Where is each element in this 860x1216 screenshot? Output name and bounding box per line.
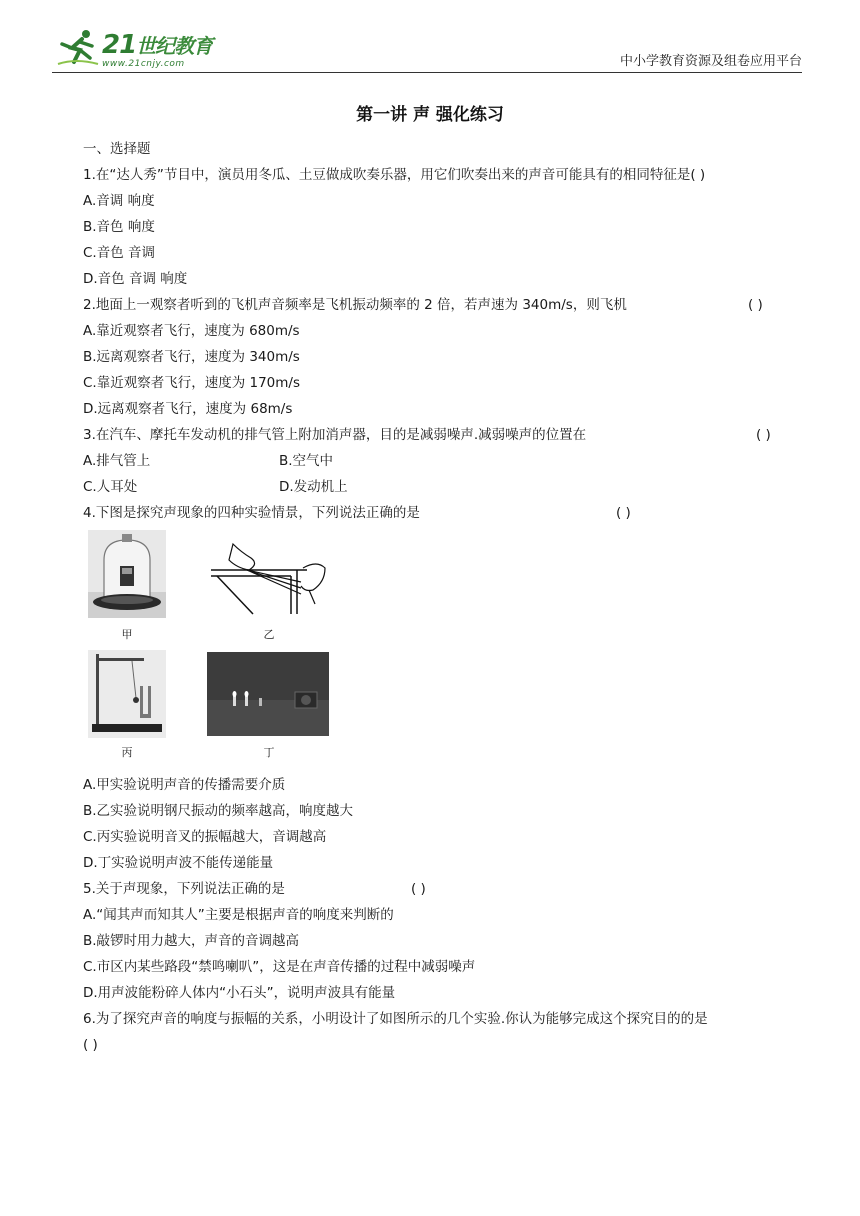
option[interactable]: D.音色 音调 响度 <box>83 271 188 287</box>
question-stem <box>83 500 803 526</box>
figure-caption: 甲 <box>121 628 133 641</box>
question-stem: 1.在“达人秀”节目中，演员用冬瓜、土豆做成吹奏乐器，用它们吹奏出来的声音可能具有的相同特征是( ) <box>83 167 706 183</box>
tuning-fork-image <box>88 650 166 738</box>
option[interactable]: C.人耳处 <box>83 479 138 495</box>
figure-caption: 丙 <box>121 746 133 759</box>
option-row <box>83 474 803 500</box>
option[interactable]: C.市区内某些路段“禁鸣喇叭”，这是在声音传播的过程中减弱噪声 <box>83 959 476 975</box>
logo-number: 21 <box>102 30 137 60</box>
question-stem <box>83 422 803 448</box>
bell-jar-image <box>88 530 166 618</box>
question-text: 5.关于声现象，下列说法正确的是 <box>83 881 285 897</box>
option[interactable]: D.发动机上 <box>279 479 348 495</box>
answer-paren: ( ) <box>748 297 763 313</box>
header-divider <box>52 72 802 73</box>
option[interactable]: A.甲实验说明声音的传播需要介质 <box>83 777 286 793</box>
figure-caption: 乙 <box>263 628 275 641</box>
option[interactable]: A.“闻其声而知其人”主要是根据声音的响度来判断的 <box>83 907 394 923</box>
answer-paren: ( ) <box>616 505 631 521</box>
option[interactable]: A.靠近观察者飞行，速度为 680m/s <box>83 323 300 339</box>
option[interactable]: B.空气中 <box>279 453 334 469</box>
option[interactable]: B.音色 响度 <box>83 219 155 235</box>
option[interactable]: A.排气管上 <box>83 453 151 469</box>
option[interactable]: C.丙实验说明音叉的振幅越大，音调越高 <box>83 829 327 845</box>
candle-speaker-image <box>207 652 329 736</box>
question-list <box>83 136 803 1058</box>
option[interactable]: B.乙实验说明钢尺振动的频率越高，响度越大 <box>83 803 354 819</box>
option[interactable]: D.丁实验说明声波不能传递能量 <box>83 855 274 871</box>
option[interactable]: A.音调 响度 <box>83 193 155 209</box>
option[interactable]: B.远离观察者飞行，速度为 340m/s <box>83 349 300 365</box>
logo-wordmark <box>102 30 212 60</box>
section-heading: 一、选择题 <box>83 141 151 157</box>
answer-paren: ( ) <box>83 1037 98 1053</box>
option[interactable]: C.音色 音调 <box>83 245 156 261</box>
site-logo[interactable] <box>52 26 222 72</box>
ruler-table-image <box>207 530 333 616</box>
page-title: 第一讲 声 强化练习 <box>356 105 504 125</box>
experiment-figures <box>83 526 803 772</box>
logo-cn-text: 世纪教育 <box>136 34 213 58</box>
question-stem <box>83 876 803 902</box>
option[interactable]: D.远离观察者飞行，速度为 68m/s <box>83 401 293 417</box>
platform-name: 中小学教育资源及组卷应用平台 <box>619 54 802 69</box>
question-stem <box>83 292 803 318</box>
answer-paren: ( ) <box>411 881 426 897</box>
page-header <box>52 26 802 74</box>
option-row <box>83 448 803 474</box>
option[interactable]: B.敲锣时用力越大，声音的音调越高 <box>83 933 300 949</box>
figure-caption: 丁 <box>263 746 275 759</box>
question-text: 2.地面上一观察者听到的飞机声音频率是飞机振动频率的 2 倍，若声速为 340m/s，则飞机 <box>83 297 627 313</box>
question-text: 4.下图是探究声现象的四种实验情景，下列说法正确的是 <box>83 505 420 521</box>
question-text: 3.在汽车、摩托车发动机的排气管上附加消声器，目的是减弱噪声.减弱噪声的位置在 <box>83 427 587 443</box>
question-stem: 6.为了探究声音的响度与振幅的关系，小明设计了如图所示的几个实验.你认为能够完成这个探究目的的是 <box>83 1011 708 1027</box>
option[interactable]: C.靠近观察者飞行，速度为 170m/s <box>83 375 301 391</box>
answer-paren: ( ) <box>756 427 771 443</box>
logo-url: www.21cnjy.com <box>102 59 185 69</box>
runner-logo-icon <box>56 28 100 68</box>
option[interactable]: D.用声波能粉碎人体内“小石头”，说明声波具有能量 <box>83 985 396 1001</box>
